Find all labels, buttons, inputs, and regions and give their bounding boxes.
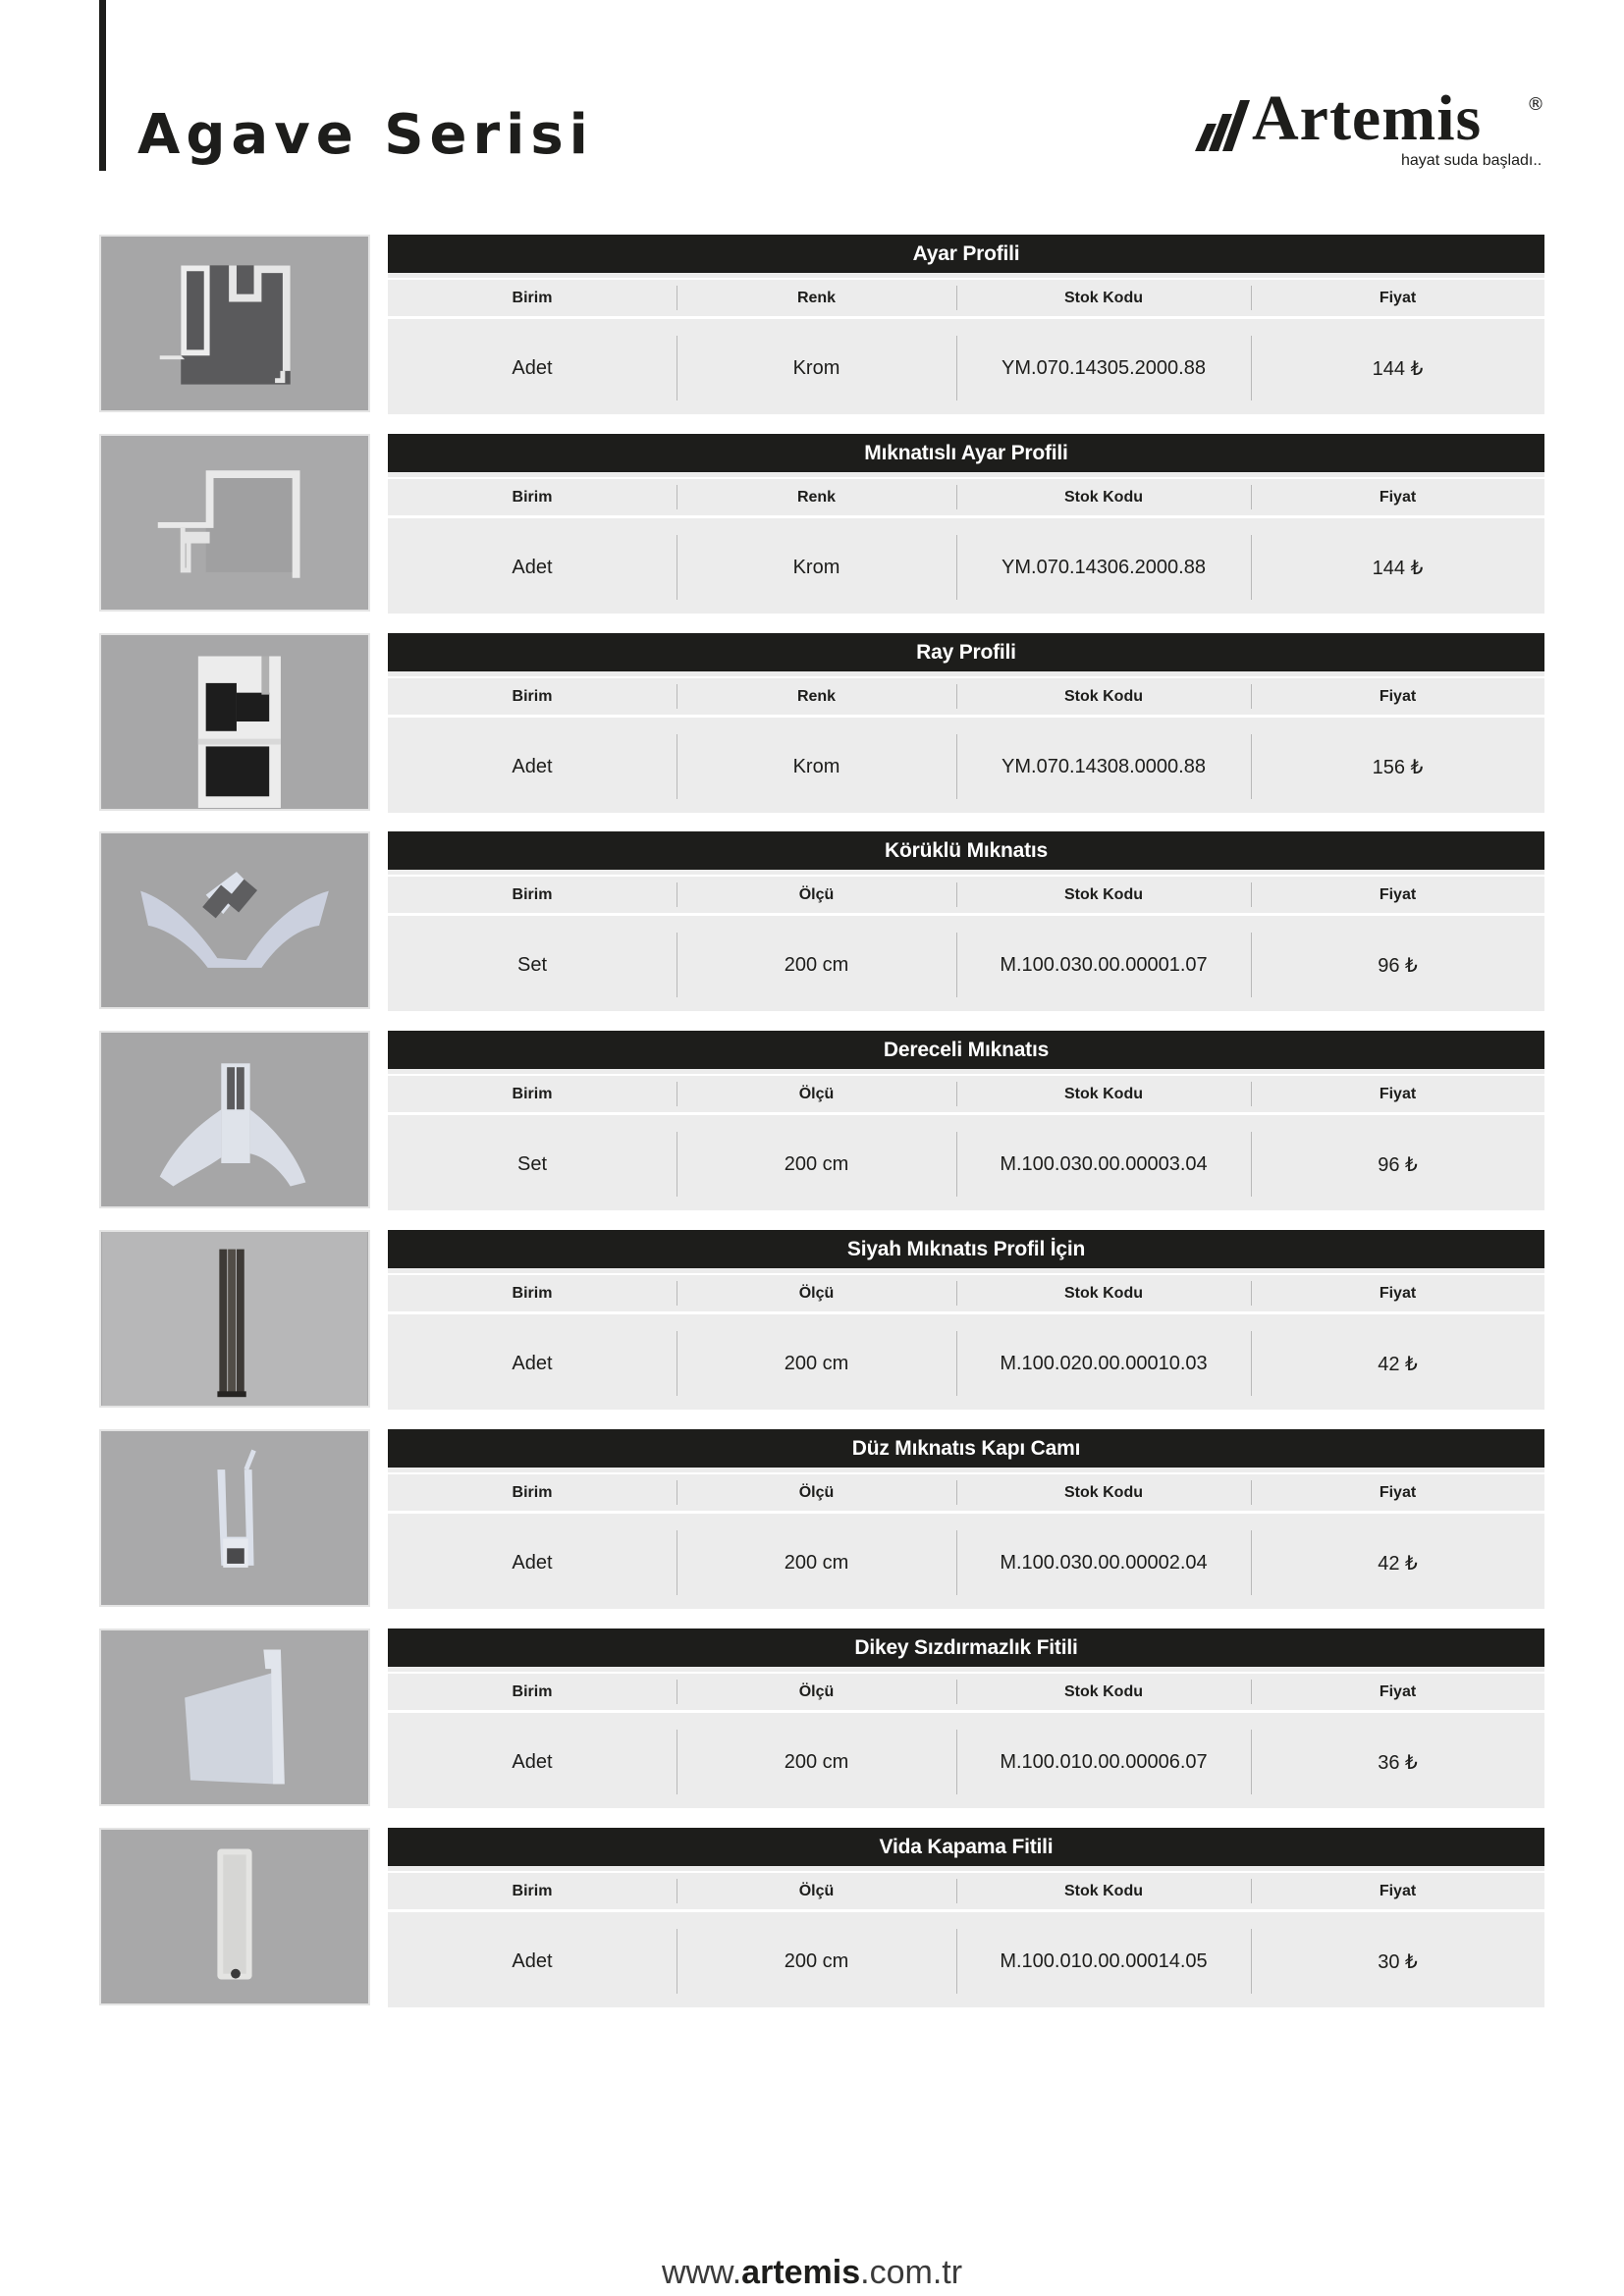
color-value: Krom [677, 322, 956, 414]
product-name: Dikey Sızdırmazlık Fitili [388, 1629, 1544, 1667]
product-miknatisli-ayar-profili [99, 434, 1544, 614]
product-name: Dereceli Mıknatıs [388, 1031, 1544, 1069]
product-duz-miknatis [99, 1429, 1544, 1609]
product-table [388, 434, 1544, 614]
column-headers [388, 278, 1544, 319]
col-header: Birim [512, 1483, 553, 1501]
product-photo [99, 434, 370, 612]
footer-url-suffix: .com.tr [860, 2254, 963, 2291]
col-header: Birim [512, 885, 553, 903]
product-name: Mıknatıslı Ayar Profili [388, 434, 1544, 472]
col-header: Birim [512, 687, 553, 705]
unit-value: Adet [512, 1750, 553, 1773]
price-value: 96 ₺ [1251, 1118, 1544, 1210]
product-photo [99, 633, 370, 811]
col-header: Stok Kodu [956, 1674, 1251, 1710]
column-headers [388, 676, 1544, 718]
size-value: 200 cm [677, 1716, 956, 1808]
unit-value: Set [516, 953, 548, 976]
product-photo [99, 1629, 370, 1806]
col-header: Ölçü [677, 1076, 956, 1112]
product-table [388, 1230, 1544, 1410]
product-photo [99, 1230, 370, 1408]
col-header: Fiyat [1251, 678, 1544, 715]
price-value: 144 ₺ [1251, 322, 1544, 414]
col-header: Fiyat [1251, 1474, 1544, 1511]
size-value: 200 cm [677, 1118, 956, 1210]
size-value: 200 cm [677, 1317, 956, 1410]
product-photo [99, 235, 370, 412]
col-header: Birim [512, 488, 553, 506]
col-header: Stok Kodu [956, 678, 1251, 715]
product-ayar-profili [99, 235, 1544, 414]
col-header: Stok Kodu [956, 1076, 1251, 1112]
price-value: 30 ₺ [1251, 1915, 1544, 2007]
col-header: Ölçü [677, 1474, 956, 1511]
product-name: Siyah Mıknatıs Profil İçin [388, 1230, 1544, 1268]
unit-value: Adet [512, 356, 553, 379]
product-koruklu-miknatis [99, 831, 1544, 1011]
product-photo [99, 1429, 370, 1607]
product-dikey-sizdirmazlik-fitili [99, 1629, 1544, 1808]
table-row [388, 521, 1544, 614]
column-headers [388, 875, 1544, 916]
column-headers [388, 1871, 1544, 1912]
column-headers [388, 477, 1544, 518]
col-header: Stok Kodu [956, 877, 1251, 913]
page-title: Agave Serisi [137, 103, 594, 167]
profile-photo-icon [101, 436, 368, 610]
unit-value: Adet [512, 1551, 553, 1574]
column-headers [388, 1273, 1544, 1314]
product-table [388, 1629, 1544, 1808]
product-name: Vida Kapama Fitili [388, 1828, 1544, 1866]
col-header: Renk [677, 479, 956, 515]
stock-code-value: M.100.020.00.00010.03 [956, 1317, 1251, 1410]
magnet-photo-icon [101, 833, 368, 1007]
column-headers [388, 1672, 1544, 1713]
product-table [388, 1828, 1544, 2007]
color-value: Krom [677, 721, 956, 813]
col-header: Fiyat [1251, 1076, 1544, 1112]
stock-code-value: M.100.010.00.00006.07 [956, 1716, 1251, 1808]
product-table [388, 1429, 1544, 1609]
product-table [388, 831, 1544, 1011]
product-vida-kapama-fitili [99, 1828, 1544, 2007]
col-header: Birim [512, 1085, 553, 1102]
product-name: Ayar Profili [388, 235, 1544, 273]
col-header: Fiyat [1251, 280, 1544, 316]
col-header: Ölçü [677, 877, 956, 913]
col-header: Renk [677, 678, 956, 715]
brand-logo [1193, 82, 1546, 175]
col-header: Stok Kodu [956, 280, 1251, 316]
product-photo [99, 1828, 370, 2005]
stock-code-value: M.100.010.00.00014.05 [956, 1915, 1251, 2007]
column-headers [388, 1472, 1544, 1514]
title-accent-bar [99, 0, 106, 171]
profile-photo-icon [101, 237, 368, 410]
table-row [388, 1915, 1544, 2007]
col-header: Fiyat [1251, 1275, 1544, 1311]
magnet-strip-photo-icon [101, 1232, 368, 1406]
table-row [388, 721, 1544, 813]
col-header: Ölçü [677, 1873, 956, 1909]
price-value: 36 ₺ [1251, 1716, 1544, 1808]
product-ray-profili [99, 633, 1544, 813]
col-header: Fiyat [1251, 479, 1544, 515]
product-table [388, 1031, 1544, 1210]
product-table [388, 235, 1544, 414]
product-name: Ray Profili [388, 633, 1544, 671]
col-header: Birim [512, 289, 553, 306]
screw-cap-seal-photo-icon [101, 1830, 368, 2003]
footer-url-prefix: www. [661, 2254, 742, 2291]
col-header: Stok Kodu [956, 1873, 1251, 1909]
unit-value: Adet [512, 556, 553, 578]
col-header: Birim [512, 1284, 553, 1302]
col-header: Ölçü [677, 1674, 956, 1710]
product-photo [99, 831, 370, 1009]
price-value: 42 ₺ [1251, 1317, 1544, 1410]
product-siyah-miknatis [99, 1230, 1544, 1410]
logo-tagline: hayat suda başladı.. [1401, 152, 1543, 169]
product-name: Düz Mıknatıs Kapı Camı [388, 1429, 1544, 1468]
col-header: Fiyat [1251, 1674, 1544, 1710]
price-value: 96 ₺ [1251, 919, 1544, 1011]
col-header: Stok Kodu [956, 1275, 1251, 1311]
product-photo [99, 1031, 370, 1208]
stock-code-value: YM.070.14306.2000.88 [956, 521, 1251, 614]
price-value: 144 ₺ [1251, 521, 1544, 614]
col-header: Ölçü [677, 1275, 956, 1311]
col-header: Stok Kodu [956, 479, 1251, 515]
col-header: Stok Kodu [956, 1474, 1251, 1511]
footer-website[interactable] [0, 2254, 1624, 2292]
size-value: 200 cm [677, 919, 956, 1011]
logo-slash-marks-icon [1193, 94, 1252, 157]
color-value: Krom [677, 521, 956, 614]
table-row [388, 1517, 1544, 1609]
col-header: Birim [512, 1882, 553, 1899]
logo-name: Artemis [1252, 82, 1483, 154]
seal-photo-icon [101, 1630, 368, 1804]
table-row [388, 1317, 1544, 1410]
table-row [388, 1716, 1544, 1808]
logo-registered-mark: ® [1527, 94, 1544, 115]
product-table [388, 633, 1544, 813]
col-header: Fiyat [1251, 877, 1544, 913]
magnet-photo-icon [101, 1033, 368, 1206]
table-row [388, 1118, 1544, 1210]
unit-value: Adet [512, 755, 553, 777]
stock-code-value: YM.070.14305.2000.88 [956, 322, 1251, 414]
footer-url-brand: artemis [741, 2254, 861, 2291]
unit-value: Adet [512, 1949, 553, 1972]
stock-code-value: YM.070.14308.0000.88 [956, 721, 1251, 813]
unit-value: Set [516, 1152, 548, 1175]
column-headers [388, 1074, 1544, 1115]
col-header: Birim [512, 1682, 553, 1700]
col-header: Renk [677, 280, 956, 316]
price-value: 156 ₺ [1251, 721, 1544, 813]
product-dereceli-miknatis [99, 1031, 1544, 1210]
product-name: Körüklü Mıknatıs [388, 831, 1544, 870]
table-row [388, 322, 1544, 414]
stock-code-value: M.100.030.00.00001.07 [956, 919, 1251, 1011]
unit-value: Adet [512, 1352, 553, 1374]
col-header: Fiyat [1251, 1873, 1544, 1909]
size-value: 200 cm [677, 1915, 956, 2007]
size-value: 200 cm [677, 1517, 956, 1609]
price-value: 42 ₺ [1251, 1517, 1544, 1609]
stock-code-value: M.100.030.00.00003.04 [956, 1118, 1251, 1210]
table-row [388, 919, 1544, 1011]
stock-code-value: M.100.030.00.00002.04 [956, 1517, 1251, 1609]
profile-photo-icon [101, 635, 368, 809]
seal-photo-icon [101, 1431, 368, 1605]
